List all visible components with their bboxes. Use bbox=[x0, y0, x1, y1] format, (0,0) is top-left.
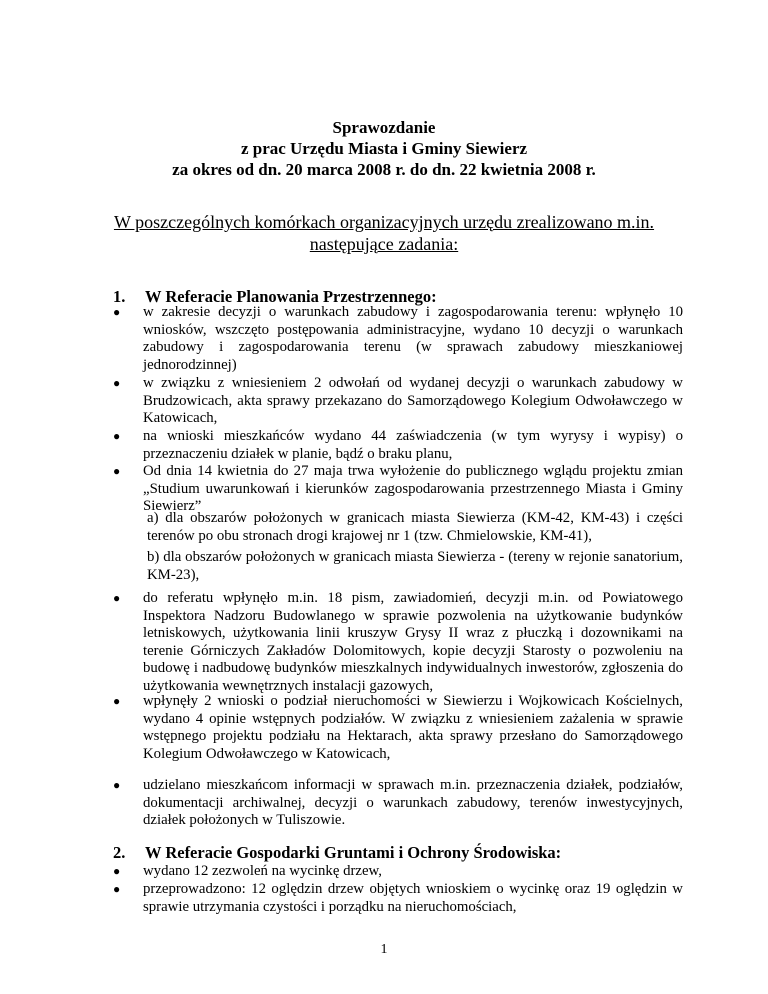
bullet-icon: ● bbox=[113, 882, 121, 896]
intro-line-1: W poszczególnych komórkach organizacyjnych urzędu zrealizowano m.in. bbox=[113, 212, 655, 232]
bullet-icon: ● bbox=[113, 778, 121, 792]
section-2-number: 2. bbox=[113, 843, 126, 862]
report-subtitle: z prac Urzędu Miasta i Gminy Siewierz bbox=[240, 139, 528, 158]
intro-line-2: następujące zadania: bbox=[309, 234, 459, 254]
list-item: ● wydano 12 zezwoleń na wycinkę drzew, bbox=[113, 863, 382, 879]
list-item: ● w związku z wniesieniem 2 odwołań od wydanej decyzji o warunkach zabudowy w Brudzowicach, akta sprawy przekazano do Samorządowego Kolegium Odwoławczego w Katowicach, bbox=[113, 375, 683, 427]
list-item: ● Od dnia 14 kwietnia do 27 maja trwa wyłożenie do publicznego wglądu projektu zmian „Studium uwarunkowań i kierunków zagospodarowania przestrzennego Miasta i Gminy Siewierz” bbox=[113, 463, 683, 515]
report-period: za okres od dn. 20 marca 2008 r. do dn. 22 kwietnia 2008 r. bbox=[172, 160, 596, 179]
bullet-icon: ● bbox=[113, 694, 121, 708]
bullet-icon: ● bbox=[113, 464, 121, 478]
list-item: ● wpłynęły 2 wnioski o podział nieruchomości w Siewierzu i Wojkowicach Kościelnych, wydano 4 opinie wstępnych podziałów. W związku z wniesieniem zażalenia w sprawie wstępnego projektu podziału na Hektarach, akta sprawy przesłano do Samorządowego Kolegium Odwoławczego w Katowicach, bbox=[113, 693, 683, 762]
bullet-icon: ● bbox=[113, 864, 121, 878]
list-item: ● do referatu wpłynęło m.in. 18 pism, zawiadomień, decyzji m.in. od Powiatowego Inspektora Nadzoru Budowlanego w sprawie pozwolenia na użytkowanie budynków letniskowych, użytkowania linii kruszyw Grysy II wraz z płuczką i dozownikami na terenie Górniczych Zakładów Dolomitowych, kopie decyzji Starosty o pozwoleniu na budowę i nadbudowę budynków mieszkalnych indywidualnych inwestorów, zgłoszenia do użytkowania wewnętrznych instalacji gazowych, bbox=[113, 590, 683, 694]
bullet-icon: ● bbox=[113, 429, 121, 443]
sub-item-a: a) dla obszarów położonych w granicach miasta Siewierza (KM-42, KM-43) i części terenów po obu stronach drogi krajowej nr 1 (tzw. Chmielowskie, KM-41), bbox=[147, 510, 683, 544]
bullet-icon: ● bbox=[113, 305, 121, 319]
page-number: 1 bbox=[380, 942, 388, 957]
section-2-heading bbox=[113, 843, 561, 863]
bullet-icon: ● bbox=[113, 376, 121, 390]
section-1-number: 1. bbox=[113, 287, 126, 306]
sub-item-b: b) dla obszarów położonych w granicach miasta Siewierza - (tereny w rejonie sanatorium, KM-23), bbox=[147, 549, 683, 583]
list-item: ● w zakresie decyzji o warunkach zabudowy i zagospodarowania terenu: wpłynęło 10 wniosków, wszczęto postępowania administracyjne, wydano 10 decyzji o warunkach zabudowy i zagospodarowania terenu (w sprawach zabudowy mieszkaniowej jednorodzinnej) bbox=[113, 304, 683, 373]
section-1-title: W Referacie Planowania Przestrzennego: bbox=[145, 287, 437, 306]
list-item: ● przeprowadzono: 12 oględzin drzew objętych wnioskiem o wycinkę oraz 19 oględzin w sprawie utrzymania czystości i porządku na nieruchomościach, bbox=[113, 881, 683, 915]
report-title: Sprawozdanie bbox=[332, 118, 436, 137]
list-item: ● udzielano mieszkańcom informacji w sprawach m.in. przeznaczenia działek, podziałów, dokumentacji archiwalnej, decyzji o warunkach zabudowy, terenów inwestycyjnych, działek położonych w Tuliszowie. bbox=[113, 777, 683, 829]
bullet-icon: ● bbox=[113, 591, 121, 605]
section-2-title: W Referacie Gospodarki Gruntami i Ochrony Środowiska: bbox=[145, 843, 562, 862]
list-item: ● na wnioski mieszkańców wydano 44 zaświadczenia (w tym wyrysy i wypisy) o przeznaczeniu działek w planie, bądź o braku planu, bbox=[113, 428, 683, 462]
